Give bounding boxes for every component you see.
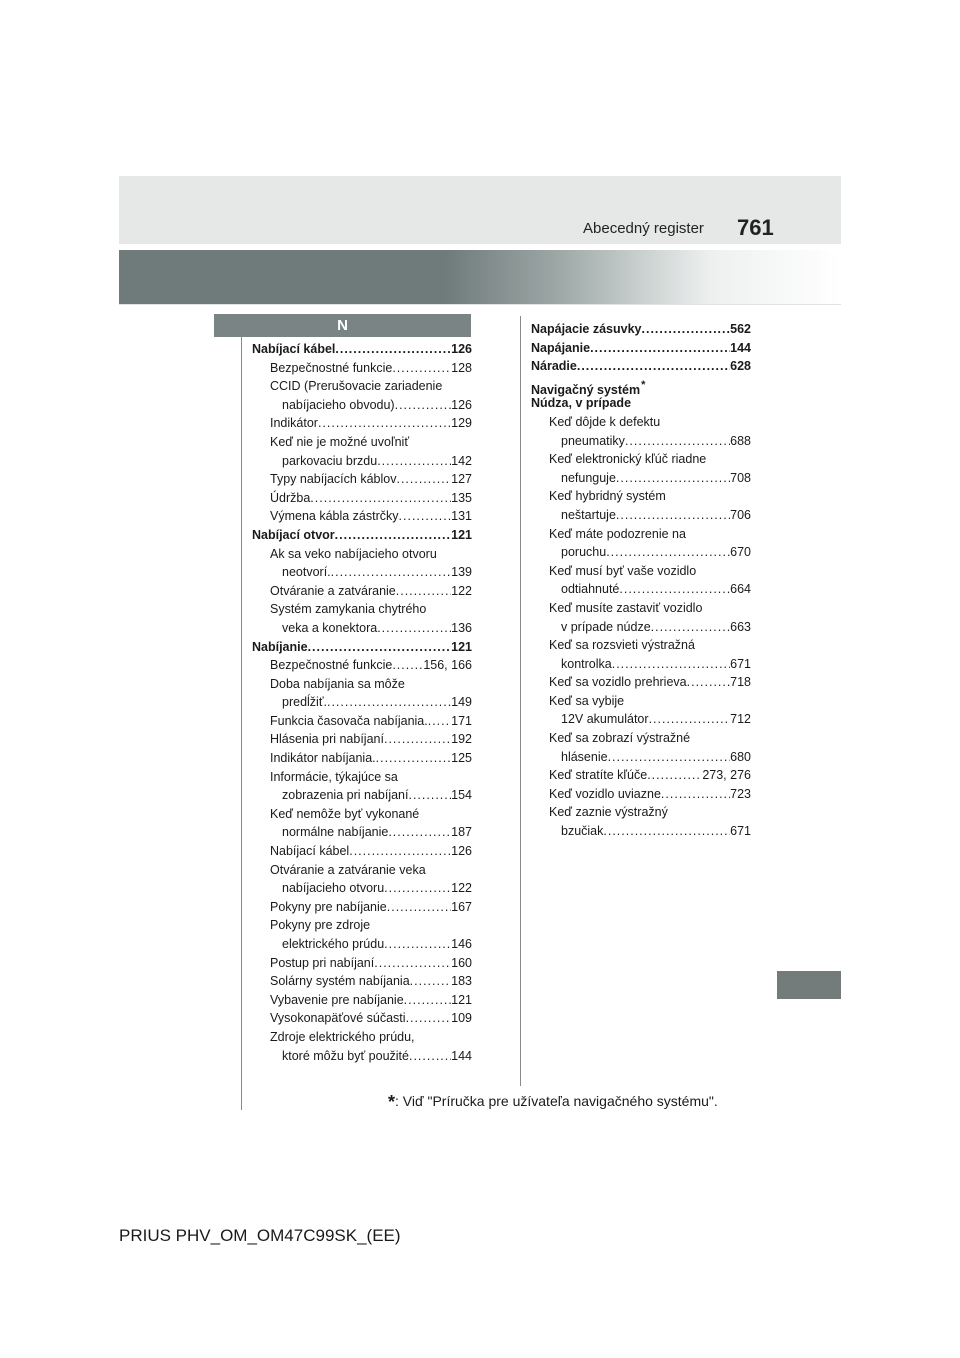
leader-dots [651,618,730,637]
index-entry [252,768,472,787]
index-column-left [252,340,472,1065]
index-entry [252,545,472,564]
index-entry-text: v prípade núdze [561,619,651,634]
index-entry-text: Doba nabíjania sa môže [270,676,405,691]
leader-dots [603,822,730,841]
index-entry-text: elektrického prúdu [282,937,385,951]
index-entry [531,692,751,711]
index-entry-text: Keď máte podozrenie na [549,526,686,541]
index-entry [531,580,751,599]
index-entry-text: kontrolka [561,656,612,671]
index-entry-page: 708 [730,470,751,485]
index-entry-page: 126 [451,397,472,412]
leader-dots [410,972,451,991]
index-entry-text: Otváranie a zatváranie [270,583,396,598]
index-entry-page: 146 [451,937,472,951]
index-entry [252,656,472,675]
index-entry-text: nabíjacieho otvoru [282,881,385,896]
index-entry [252,396,472,415]
index-entry [252,507,472,526]
index-entry [252,786,472,805]
leader-dots [376,749,452,768]
index-entry [252,377,472,396]
leader-dots [409,1047,451,1066]
section-title: Abecedný register [583,220,704,237]
index-entry-page: 125 [451,751,472,766]
index-entry-text: hlásenie [561,749,608,764]
index-entry-text: Zdroje elektrického prúdu, [270,1029,415,1044]
index-entry-page: 688 [730,433,751,448]
index-entry [252,359,472,378]
index-entry-page: 129 [451,416,472,431]
index-entry-page: 135 [451,490,472,505]
index-entry-page: 128 [451,360,472,375]
index-entry-text: veka a konektora [282,620,378,635]
index-entry-page: 144 [451,1048,472,1063]
index-entry-text: Ak sa veko nabíjacieho otvoru [270,546,437,561]
index-entry [531,487,751,506]
index-entry-text: Keď nie je možné uvoľniť [270,434,410,449]
index-entry-text: Bezpečnostné funkcie [270,658,393,673]
leader-dots [396,582,451,601]
index-entry [531,748,751,767]
index-entry [531,710,751,729]
index-entry-page: 718 [730,675,751,690]
index-entry [531,636,751,655]
index-entry-text: Napájanie [531,340,591,355]
leader-dots [349,842,451,861]
header-divider [119,304,841,305]
leader-dots [649,710,731,729]
leader-dots [577,357,730,376]
index-entry-text: Výmena kábla zástrčky [270,509,399,524]
index-entry [252,526,472,545]
page-number: 761 [737,215,774,240]
leader-dots [687,673,731,692]
leader-dots [384,730,451,749]
index-entry-text: zobrazenia pri nabíjaní [282,788,409,803]
index-entry-text: neštartuje [561,507,616,522]
leader-dots [327,693,451,712]
index-entry [252,805,472,824]
index-entry-text: Nabíjací kábel [270,844,350,859]
chapter-side-tab [777,971,841,999]
index-entry [252,563,472,582]
index-entry-page: 149 [451,695,472,710]
index-entry-text: neotvorí. [282,565,331,580]
leader-dots [404,991,451,1010]
index-entry [252,972,472,991]
index-entry-text: Núdza, v prípade [531,396,632,411]
document-code: PRIUS PHV_OM_OM47C99SK_(EE) [119,1226,401,1245]
index-entry [252,1028,472,1047]
index-entry [531,432,751,451]
leader-dots [392,359,451,378]
index-entry [252,935,472,954]
index-entry-text: Keď elektronický kľúč riadne [549,452,707,467]
index-entry [252,1009,472,1028]
index-entry-text: Keď sa vybije [549,693,625,708]
index-entry [252,470,472,489]
leader-dots [608,748,731,767]
index-entry-text: Údržba [270,490,311,505]
index-entry [531,822,751,841]
index-entry-page: 121 [451,639,472,654]
index-entry [252,916,472,935]
index-entry [531,506,751,525]
index-entry-text: Keď musíte zastaviť vozidlo [549,600,703,615]
leader-dots [661,785,730,804]
index-entry-text: Vysokonapäťové súčasti [270,1011,406,1026]
index-entry [531,729,751,748]
index-entry [531,469,751,488]
leader-dots [606,543,730,562]
leader-dots [331,563,452,582]
index-entry-page: 167 [451,899,472,914]
leader-dots [387,898,451,917]
index-entry-text: normálne nabíjanie [282,825,389,840]
index-entry-text: Pokyny pre nabíjanie [270,899,387,914]
index-entry-page: 154 [451,788,472,803]
leader-dots [619,580,730,599]
index-entry-text: 12V akumulátor [561,712,649,727]
header-band [119,176,841,244]
leader-dots [408,786,451,805]
index-entry-page: 121 [451,527,472,542]
index-entry-text: Solárny systém nabíjania [270,974,410,989]
index-entry-page: 680 [730,749,751,764]
leader-dots [392,656,423,675]
header-gradient-bar [119,250,841,304]
index-entry-text: Keď nemôže byť vykonané [270,806,420,821]
index-entry-page: 723 [730,786,751,801]
index-entry-text: Keď sa zobrazí výstražné [549,731,691,746]
leader-dots [395,396,452,415]
index-entry-page: 562 [730,322,751,336]
index-entry-page: 139 [451,565,472,580]
index-entry [252,619,472,638]
index-letter-heading: N [214,314,471,337]
footnote-mark: * [388,1092,396,1112]
index-entry-page: 663 [730,619,751,634]
index-entry-text: Indikátor nabíjania. [270,751,376,766]
index-entry-text: bzučiak [561,824,604,839]
index-entry [252,582,472,601]
leader-dots [335,340,451,359]
index-entry-page: 160 [451,955,472,970]
index-entry-text: Keď stratíte kľúče [549,768,648,783]
index-entry-page: 628 [730,359,751,374]
index-entry [531,599,751,618]
index-entry [531,785,751,804]
index-entry [252,489,472,508]
index-entry-text: CCID (Prerušovacie zariadenie [270,379,443,394]
index-entry-page: 126 [451,844,472,859]
index-entry-text: Indikátor [270,416,318,431]
footnote [388,1092,718,1113]
leader-dots [335,526,451,545]
index-entry [252,675,472,694]
index-entry [252,749,472,768]
index-entry [531,450,751,469]
index-entry [252,452,472,471]
leader-dots [377,619,451,638]
index-entry-page: 664 [730,582,751,597]
index-entry-text: pneumatiky [561,433,625,448]
index-entry [252,600,472,619]
index-entry-page: 127 [451,472,472,487]
index-entry-text: Typy nabíjacích káblov [270,472,397,487]
index-entry [252,340,472,359]
index-entry [531,543,751,562]
index-entry-text: Pokyny pre zdroje [270,918,371,933]
index-entry [252,861,472,880]
leader-dots [642,320,731,339]
index-entry [531,394,751,413]
index-entry-page: 183 [451,974,472,989]
leader-dots [616,506,730,525]
index-entry-page: 192 [451,732,472,747]
leader-dots [428,712,451,731]
index-entry-text: Keď zaznie výstražný [549,805,668,820]
index-entry-text: Keď sa vozidlo prehrieva [549,675,687,690]
index-entry-text: predĺžiť. [282,695,327,710]
index-entry [252,414,472,433]
index-entry-text: nabíjacieho obvodu) [282,397,395,412]
index-entry [531,803,751,822]
index-entry [531,376,751,395]
index-entry-page: 187 [451,825,472,840]
index-entry-page: 171 [451,713,472,728]
middle-column-rule [520,316,521,1086]
index-entry-text: Nabíjací otvor [252,527,335,542]
index-entry-text: odtiahnuté [561,582,620,597]
index-entry [252,638,472,657]
index-entry-text: Keď hybridný systém [549,489,666,504]
left-column-rule [241,316,242,1110]
index-entry-text: Hlásenia pri nabíjaní [270,732,384,747]
index-entry-text: Postup pri nabíjaní [270,955,375,970]
index-entry [531,357,751,376]
index-entry-page: 273, 276 [702,768,751,783]
index-entry-page: 706 [730,507,751,522]
leader-dots [318,414,451,433]
index-entry-page: 144 [730,340,751,355]
index-entry [252,823,472,842]
index-entry [531,413,751,432]
index-entry-text: Keď vozidlo uviazne [549,786,661,801]
index-entry [531,339,751,358]
index-entry-text: poruchu [561,545,607,560]
index-entry-text: Keď dôjde k defektu [549,414,661,429]
index-entry-page: 156, 166 [423,658,472,673]
index-entry [531,766,751,785]
leader-dots [374,954,451,973]
index-entry-text: Keď musí byť vaše vozidlo [549,563,697,578]
index-entry-text: Napájacie zásuvky [531,322,642,336]
index-entry [531,562,751,581]
leader-dots [384,935,451,954]
index-entry-text: Vybavenie pre nabíjanie [270,992,404,1007]
index-entry-page: 136 [451,620,472,635]
index-entry [531,525,751,544]
leader-dots [590,339,730,358]
index-entry-page: 712 [730,712,751,727]
leader-dots [406,1009,452,1028]
index-entry [252,991,472,1010]
index-entry [252,954,472,973]
leader-dots [616,469,730,488]
leader-dots [647,766,702,785]
index-entry-text: Nabíjací kábel [252,342,336,356]
index-entry-page: 109 [451,1011,472,1026]
index-entry-text: Funkcia časovača nabíjania. [270,713,428,728]
index-entry [531,618,751,637]
leader-dots [310,489,451,508]
leader-dots [384,879,451,898]
index-entry [252,1047,472,1066]
index-entry-text: parkovaciu brzdu [282,453,378,468]
index-entry-text: Navigačný systém [531,382,641,397]
index-entry [252,898,472,917]
leader-dots [396,470,451,489]
index-entry-text: Náradie [531,359,577,374]
index-entry-page: 122 [451,881,472,896]
index-column-right [531,320,751,841]
leader-dots [399,507,452,526]
index-entry [252,712,472,731]
index-entry-text: ktoré môžu byť použité [282,1048,409,1063]
footnote-text: : Viď "Príručka pre užívateľa navigačného systému". [395,1093,718,1109]
index-entry [252,842,472,861]
index-entry [252,730,472,749]
index-entry [252,879,472,898]
index-entry-text: Systém zamykania chytrého [270,602,427,617]
leader-dots [388,823,451,842]
index-entry-text: Informácie, týkajúce sa [270,769,398,784]
index-entry-page: 126 [451,342,472,356]
index-entry-page: 670 [730,545,751,560]
index-entry-page: 121 [451,992,472,1007]
index-entry-page: 142 [451,453,472,468]
index-entry-text: Nabíjanie [252,639,308,654]
leader-dots [612,655,730,674]
index-entry-text: nefunguje [561,470,616,485]
index-entry-text: Otváranie a zatváranie veka [270,862,426,877]
leader-dots [377,452,451,471]
index-entry-page: 131 [451,509,472,524]
index-entry-text: Bezpečnostné funkcie [270,360,393,375]
index-entry [252,433,472,452]
leader-dots [625,432,730,451]
index-entry [531,673,751,692]
index-entry-page: 122 [451,583,472,598]
index-entry [531,320,751,339]
footnote-reference: * [641,378,646,391]
index-entry [252,693,472,712]
index-entry-page: 671 [730,656,751,671]
index-entry [531,655,751,674]
index-entry-page: 671 [730,824,751,839]
index-entry-text: Keď sa rozsvieti výstražná [549,638,695,653]
leader-dots [308,638,452,657]
